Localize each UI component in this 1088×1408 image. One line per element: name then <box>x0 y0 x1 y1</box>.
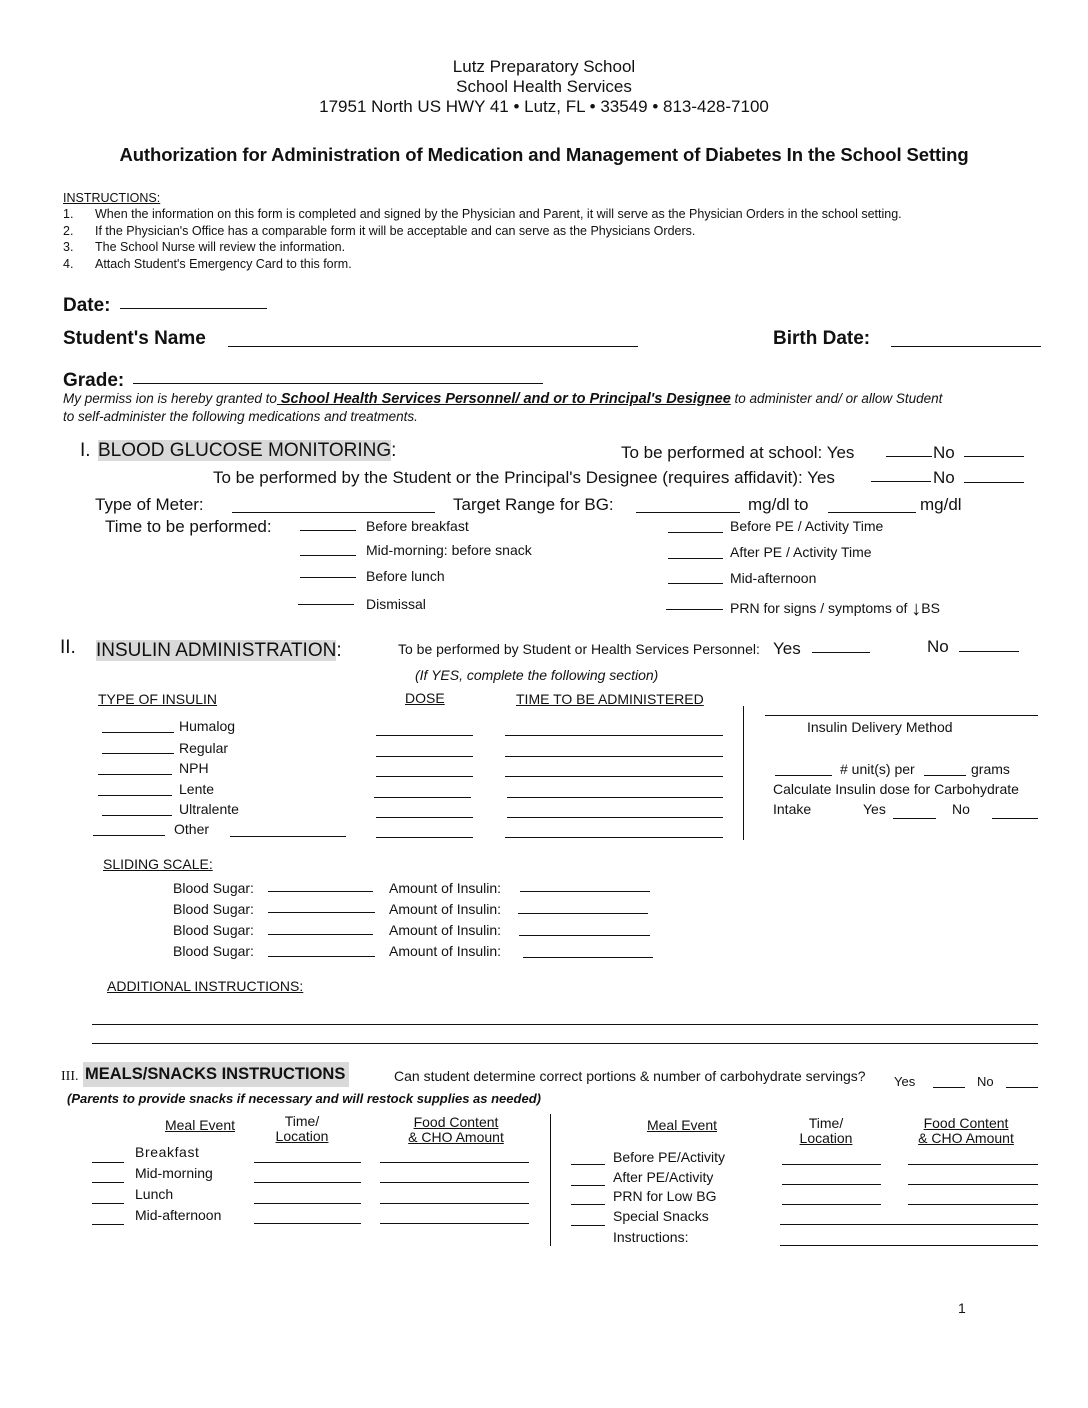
instruction-text: Attach Student's Emergency Card to this form. <box>95 257 352 271</box>
amount-insulin-label: Amount of Insulin: <box>389 943 502 959</box>
amount-insulin-label: Amount of Insulin: <box>389 880 502 896</box>
check-field[interactable] <box>98 774 172 775</box>
check-field[interactable] <box>300 555 356 556</box>
permission-text: My permiss ion is hereby granted to School Health Services Personnel/ and or to Principal's Designee to administer and/ or allow Student <box>63 391 943 407</box>
meal-event-mid-morning: Mid-morning <box>135 1165 213 1181</box>
column-header-time-location: Time/ Location <box>275 1113 329 1144</box>
performed-by-student-question: To be performed by the Student or the Principal's Designee (requires affidavit): Yes <box>213 468 835 487</box>
school-address: 17951 North US HWY 41 • Lutz, FL • 33549 • 813-428-7100 <box>319 97 769 116</box>
intake-yes-field[interactable] <box>893 818 936 819</box>
column-header-type: TYPE OF INSULIN <box>98 691 218 707</box>
time-location-field[interactable] <box>254 1162 361 1163</box>
birth-date-label: Birth Date: <box>773 328 871 349</box>
amount-insulin-field[interactable] <box>518 913 648 914</box>
student-name-label: Student's Name <box>63 328 206 349</box>
blood-sugar-label: Blood Sugar: <box>173 943 254 959</box>
dose-field[interactable] <box>376 735 473 736</box>
check-field[interactable] <box>102 753 174 754</box>
carb-yes-field[interactable] <box>933 1087 965 1088</box>
food-content-field[interactable] <box>380 1203 529 1204</box>
insulin-performed-question: To be performed by Student or Health Services Personnel: <box>398 641 760 657</box>
grade-label: Grade: <box>63 370 125 391</box>
time-field[interactable] <box>505 776 723 777</box>
permission-text-line2: to self-administer the following medications and treatments. <box>63 409 418 424</box>
insulin-type-lente: Lente <box>179 781 215 797</box>
time-option-before-breakfast: Before breakfast <box>366 518 469 534</box>
blood-sugar-label: Blood Sugar: <box>173 922 254 938</box>
units-field[interactable] <box>775 775 832 776</box>
grams-label: grams <box>971 761 1010 777</box>
instruction-num: 3. <box>63 240 74 254</box>
department-name: School Health Services <box>456 77 632 96</box>
performed-at-school-yes-field[interactable] <box>886 456 932 457</box>
blood-sugar-label: Blood Sugar: <box>173 901 254 917</box>
meal-event-mid-afternoon: Mid-afternoon <box>135 1207 222 1223</box>
time-location-field[interactable] <box>782 1204 881 1205</box>
check-field[interactable] <box>668 532 723 533</box>
grams-field[interactable] <box>924 775 966 776</box>
time-field[interactable] <box>507 817 723 818</box>
no-label: No <box>927 637 949 656</box>
check-field[interactable] <box>98 795 172 796</box>
special-snacks-field[interactable] <box>780 1224 1038 1225</box>
check-field[interactable] <box>571 1225 605 1226</box>
divider <box>550 1114 551 1246</box>
dose-field[interactable] <box>376 837 473 838</box>
blood-sugar-label: Blood Sugar: <box>173 880 254 896</box>
dose-field[interactable] <box>376 756 473 757</box>
meal-event-prn-low-bg: PRN for Low BG <box>613 1188 717 1204</box>
amount-insulin-field[interactable] <box>523 957 653 958</box>
meal-event-after-pe: After PE/Activity <box>613 1169 714 1185</box>
time-field[interactable] <box>505 756 723 757</box>
no-label: No <box>977 1074 994 1089</box>
time-field[interactable] <box>505 735 723 736</box>
check-field[interactable] <box>93 835 165 836</box>
instruction-text: If the Physician's Office has a comparable form it will be acceptable and can serve as the Physicians Orders. <box>95 224 696 238</box>
insulin-type-humalog: Humalog <box>179 718 236 734</box>
check-field[interactable] <box>298 604 354 605</box>
intake-no-field[interactable] <box>992 818 1038 819</box>
dose-field[interactable] <box>376 817 473 818</box>
food-content-field[interactable] <box>380 1162 529 1163</box>
check-field[interactable] <box>571 1164 605 1165</box>
check-field[interactable] <box>102 732 174 733</box>
time-option-prn: PRN for signs / symptoms of ↓BS <box>730 598 940 620</box>
time-option-before-lunch: Before lunch <box>366 568 445 584</box>
check-field[interactable] <box>300 530 356 531</box>
sliding-scale-heading: SLIDING SCALE: <box>103 856 213 872</box>
date-field[interactable] <box>120 308 267 309</box>
yes-label: Yes <box>894 1074 916 1089</box>
food-content-field[interactable] <box>380 1182 529 1183</box>
time-option-before-pe: Before PE / Activity Time <box>730 518 884 534</box>
additional-instructions-heading: ADDITIONAL INSTRUCTIONS: <box>107 978 304 994</box>
dose-field[interactable] <box>374 797 471 798</box>
no-label: No <box>933 468 955 487</box>
additional-instructions-field[interactable] <box>92 1024 1038 1025</box>
insulin-type-other: Other <box>174 821 210 837</box>
amount-insulin-label: Amount of Insulin: <box>389 901 502 917</box>
meal-event-lunch: Lunch <box>135 1186 174 1202</box>
yes-label: Yes <box>773 639 801 658</box>
grade-field[interactable] <box>133 383 543 384</box>
instructions-field[interactable] <box>780 1245 1038 1246</box>
column-header-time-location: Time/ Location <box>799 1115 853 1146</box>
no-label: No <box>952 801 970 817</box>
time-field[interactable] <box>507 797 723 798</box>
time-location-field[interactable] <box>254 1223 361 1224</box>
blood-sugar-field[interactable] <box>268 912 375 913</box>
amount-insulin-label: Amount of Insulin: <box>389 922 502 938</box>
performed-by-student-no-field[interactable] <box>964 482 1024 483</box>
instruction-text: The School Nurse will review the information. <box>95 240 346 254</box>
date-label: Date: <box>63 295 111 316</box>
time-option-mid-morning: Mid-morning: before snack <box>366 542 532 558</box>
performed-at-school-question: To be performed at school: Yes <box>621 443 855 462</box>
time-location-field[interactable] <box>254 1182 361 1183</box>
target-range-low-field[interactable] <box>636 512 740 513</box>
performed-by-student-yes-field[interactable] <box>871 481 931 482</box>
column-header-food-content: Food Content & CHO Amount <box>408 1114 504 1145</box>
section-1-number: I. <box>80 440 91 461</box>
form-title: Authorization for Administration of Medication and Management of Diabetes In the School Setting <box>119 144 969 165</box>
page-number: 1 <box>958 1300 966 1316</box>
food-content-field[interactable] <box>908 1164 1038 1165</box>
insulin-note: (If YES, complete the following section) <box>415 667 659 683</box>
food-content-field[interactable] <box>380 1223 529 1224</box>
check-field[interactable] <box>668 583 723 584</box>
time-option-after-pe: After PE / Activity Time <box>730 544 872 560</box>
calculate-label: Calculate Insulin dose for Carbohydrate <box>773 781 1019 797</box>
instructions-heading: INSTRUCTIONS: <box>63 191 161 205</box>
birth-date-field[interactable] <box>891 346 1041 347</box>
insulin-yes-field[interactable] <box>812 652 870 653</box>
snacks-note: (Parents to provide snacks if necessary and will restock supplies as needed) <box>67 1091 541 1106</box>
instruction-num: 1. <box>63 207 74 221</box>
divider <box>743 706 744 840</box>
carb-question: Can student determine correct portions & number of carbohydrate servings? <box>394 1068 866 1084</box>
instruction-num: 2. <box>63 224 74 238</box>
time-location-field[interactable] <box>782 1184 881 1185</box>
student-name-field[interactable] <box>228 346 638 347</box>
blood-sugar-field[interactable] <box>268 934 373 935</box>
column-header-food-content: Food Content & CHO Amount <box>918 1115 1014 1146</box>
additional-instructions-field[interactable] <box>92 1043 1038 1044</box>
food-content-field[interactable] <box>908 1204 1038 1205</box>
section-3-number: III. <box>61 1069 79 1084</box>
check-field[interactable] <box>92 1203 124 1204</box>
check-field[interactable] <box>666 609 723 610</box>
no-label: No <box>933 443 955 462</box>
time-location-field[interactable] <box>254 1203 361 1204</box>
instruction-text: When the information on this form is completed and signed by the Physician and Parent, it will serve as the Physician Orders in the school setting. <box>95 207 902 221</box>
delivery-method-label: Insulin Delivery Method <box>807 719 953 735</box>
check-field[interactable] <box>300 577 356 578</box>
intake-label: Intake <box>773 801 812 817</box>
meal-event-breakfast: Breakfast <box>135 1144 200 1160</box>
column-header-dose: DOSE <box>405 690 445 706</box>
other-insulin-field[interactable] <box>230 836 346 837</box>
blood-sugar-field[interactable] <box>268 891 373 892</box>
carb-no-field[interactable] <box>1006 1087 1038 1088</box>
time-option-dismissal: Dismissal <box>366 596 426 612</box>
section-2-number: II. <box>60 637 76 658</box>
delivery-method-field[interactable] <box>765 715 1038 716</box>
meal-event-before-pe: Before PE/Activity <box>613 1149 726 1165</box>
column-header-meal-event: Meal Event <box>164 1117 236 1133</box>
instruction-num: 4. <box>63 257 74 271</box>
time-option-mid-afternoon: Mid-afternoon <box>730 570 817 586</box>
check-field[interactable] <box>92 1224 124 1225</box>
food-content-field[interactable] <box>908 1184 1038 1185</box>
section-1-title: BLOOD GLUCOSE MONITORING: <box>98 440 397 461</box>
insulin-type-nph: NPH <box>179 760 209 776</box>
yes-label: Yes <box>863 801 886 817</box>
check-field[interactable] <box>571 1185 605 1186</box>
target-range-label: Target Range for BG: <box>453 495 614 514</box>
column-header-time: TIME TO BE ADMINISTERED <box>516 691 704 707</box>
time-field[interactable] <box>505 837 723 838</box>
column-header-meal-event: Meal Event <box>646 1117 718 1133</box>
section-2-title: INSULIN ADMINISTRATION: <box>96 640 342 661</box>
units-per-label: # unit(s) per <box>840 761 915 777</box>
instructions-label: Instructions: <box>613 1229 689 1245</box>
check-field[interactable] <box>571 1204 605 1205</box>
meal-event-special-snacks: Special Snacks <box>613 1208 709 1224</box>
insulin-type-ultralente: Ultralente <box>179 801 239 817</box>
check-field[interactable] <box>92 1182 124 1183</box>
section-3-title: MEALS/SNACKS INSTRUCTIONS <box>83 1062 349 1087</box>
arrow-down-icon: ↓ <box>911 598 922 620</box>
check-field[interactable] <box>102 815 172 816</box>
insulin-no-field[interactable] <box>959 651 1019 652</box>
target-range-high-field[interactable] <box>828 512 916 513</box>
check-field[interactable] <box>92 1162 124 1163</box>
meter-type-label: Type of Meter: <box>95 495 204 514</box>
amount-insulin-field[interactable] <box>520 891 650 892</box>
blood-sugar-field[interactable] <box>268 956 375 957</box>
school-name: Lutz Preparatory School <box>452 57 636 76</box>
insulin-type-regular: Regular <box>179 740 229 756</box>
meter-type-field[interactable] <box>232 512 435 513</box>
performed-at-school-no-field[interactable] <box>964 456 1024 457</box>
check-field[interactable] <box>668 558 723 559</box>
mgdl-label: mg/dl <box>920 495 962 514</box>
time-performed-label: Time to be performed: <box>105 517 272 536</box>
amount-insulin-field[interactable] <box>519 935 650 936</box>
dose-field[interactable] <box>376 776 473 777</box>
time-location-field[interactable] <box>782 1164 881 1165</box>
mgdl-to-label: mg/dl to <box>748 495 809 514</box>
